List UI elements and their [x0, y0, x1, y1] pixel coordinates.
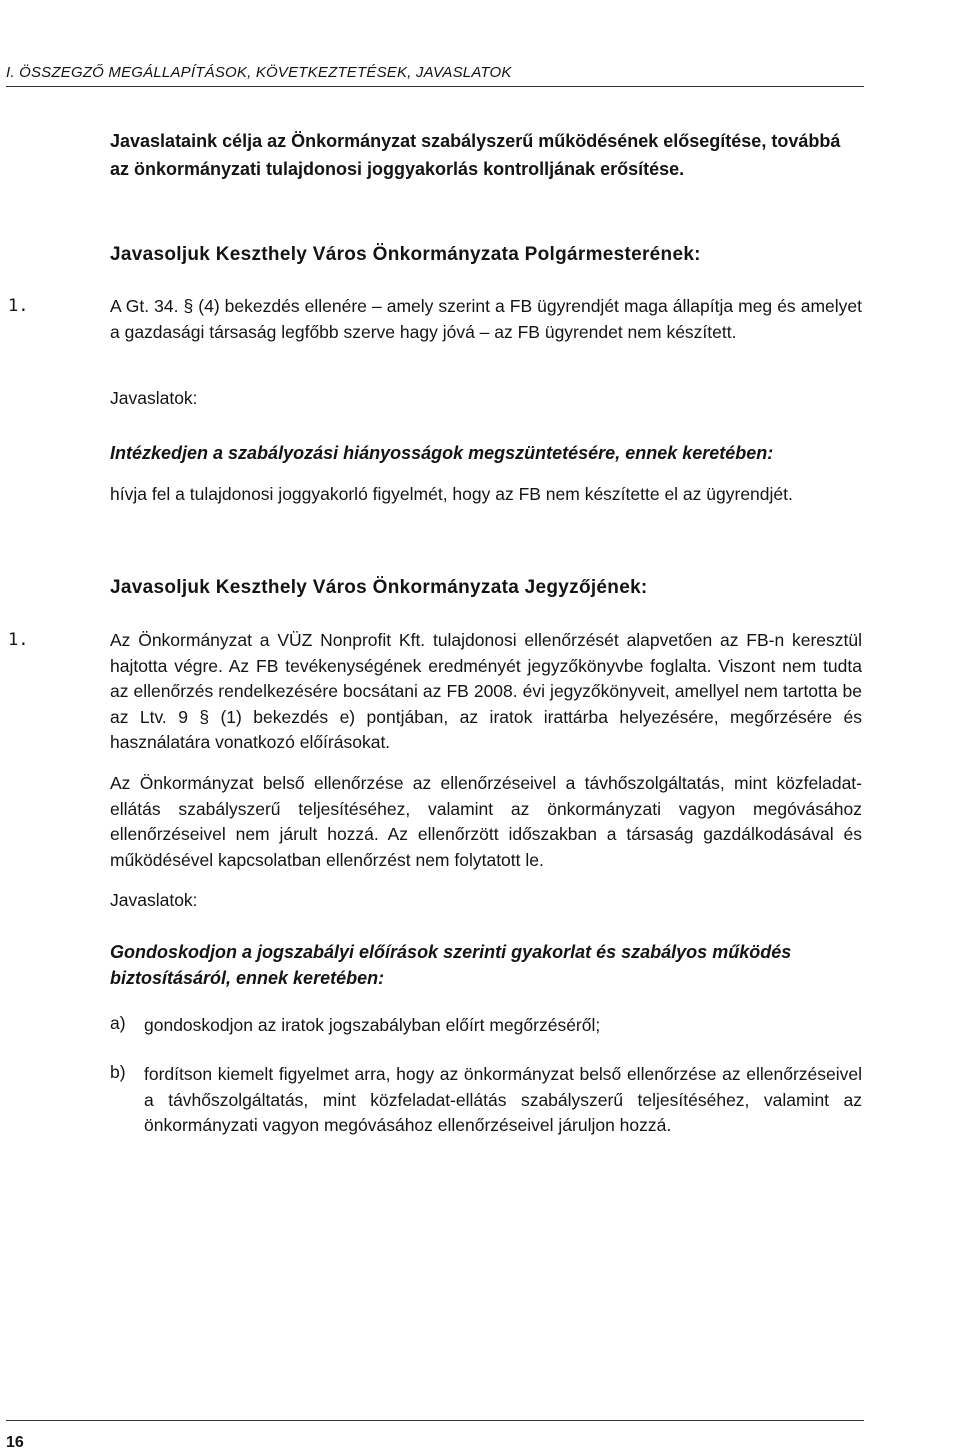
finding-paragraph: Az Önkormányzat belső ellenőrzése az ellenőrzéseivel a távhőszolgáltatás, mint közfeladat-ellátás szabályszerű teljesítéséhez, valamint az önkormányzati vagyon megóvásához ellenőrzéseivel nem járult hozzá. Az ellenőrzött időszakban a társaság gazdálkodásával és működésével kapcsolatban ellenőrzést nem folytatott le.: [110, 773, 862, 870]
page-number: 16: [6, 1434, 24, 1451]
list-marker: a): [110, 1013, 126, 1033]
proposal-text: hívja fel a tulajdonosi joggyakorló figyelmét, hogy az FB nem készítette el az ügyrendjét.: [110, 484, 793, 504]
header-divider: [6, 86, 864, 87]
list-marker: b): [110, 1062, 126, 1082]
item-number: 1.: [8, 296, 29, 316]
section-heading-notary: Javasoljuk Keszthely Város Önkormányzata Jegyzőjének:: [110, 577, 648, 598]
proposal-heading: Intézkedjen a szabályozási hiányosságok megszüntetésére, ennek keretében:: [110, 443, 774, 463]
list-item-text: fordítson kiemelt figyelmet arra, hogy az önkormányzat belső ellenőrzése az ellenőrzéseivel a távhőszolgáltatás, mint közfeladat-ellátás szabályszerű teljesítéséhez, valamint az önkormányzati vagyon megóvásához ellenőrzéseivel járuljon hozzá.: [144, 1064, 862, 1135]
list-item-text: gondoskodjon az iratok jogszabályban előírt megőrzéséről;: [144, 1015, 601, 1035]
finding-text: Az Önkormányzat a VÜZ Nonprofit Kft. tulajdonosi ellenőrzését alapvetően az FB-n keresztül hajtotta végre. Az FB tevékenységének eredményét jegyzőkönyvbe foglalta. Viszont nem tudta az ellenőrzés rendelkezésére bocsátani az FB 2008. évi jegyzőkönyveit, amellyel nem tartotta be az Ltv. 9 § (1) bekezdés e) pontjában, az iratok irattárba helyezésére, megőrzésére és használatára vonatkozó előírásokat.: [110, 630, 862, 752]
section-heading-mayor: Javasoljuk Keszthely Város Önkormányzata Polgármesterének:: [110, 244, 701, 265]
proposals-label: Javaslatok:: [110, 388, 198, 408]
proposals-label: Javaslatok:: [110, 890, 198, 910]
item-number: 1.: [8, 630, 29, 650]
footer-divider: [6, 1420, 864, 1421]
proposal-heading: Gondoskodjon a jogszabályi előírások szerinti gyakorlat és szabályos működés biztosításáról, ennek keretében:: [110, 942, 792, 988]
finding-text: A Gt. 34. § (4) bekezdés ellenére – amely szerint a FB ügyrendjét maga állapítja meg és amelyet a gazdasági társaság legfőbb szerve hagy jóvá – az FB ügyrendet nem készített.: [110, 296, 862, 342]
intro-paragraph: Javaslataink célja az Önkormányzat szabályszerű működésének elősegítése, továbbá az önkormányzati tulajdonosi joggyakorlás kontrolljának erősítése.: [110, 131, 841, 179]
running-header: I. ÖSSZEGZŐ MEGÁLLAPÍTÁSOK, KÖVETKEZTETÉSEK, JAVASLATOK: [6, 64, 512, 81]
